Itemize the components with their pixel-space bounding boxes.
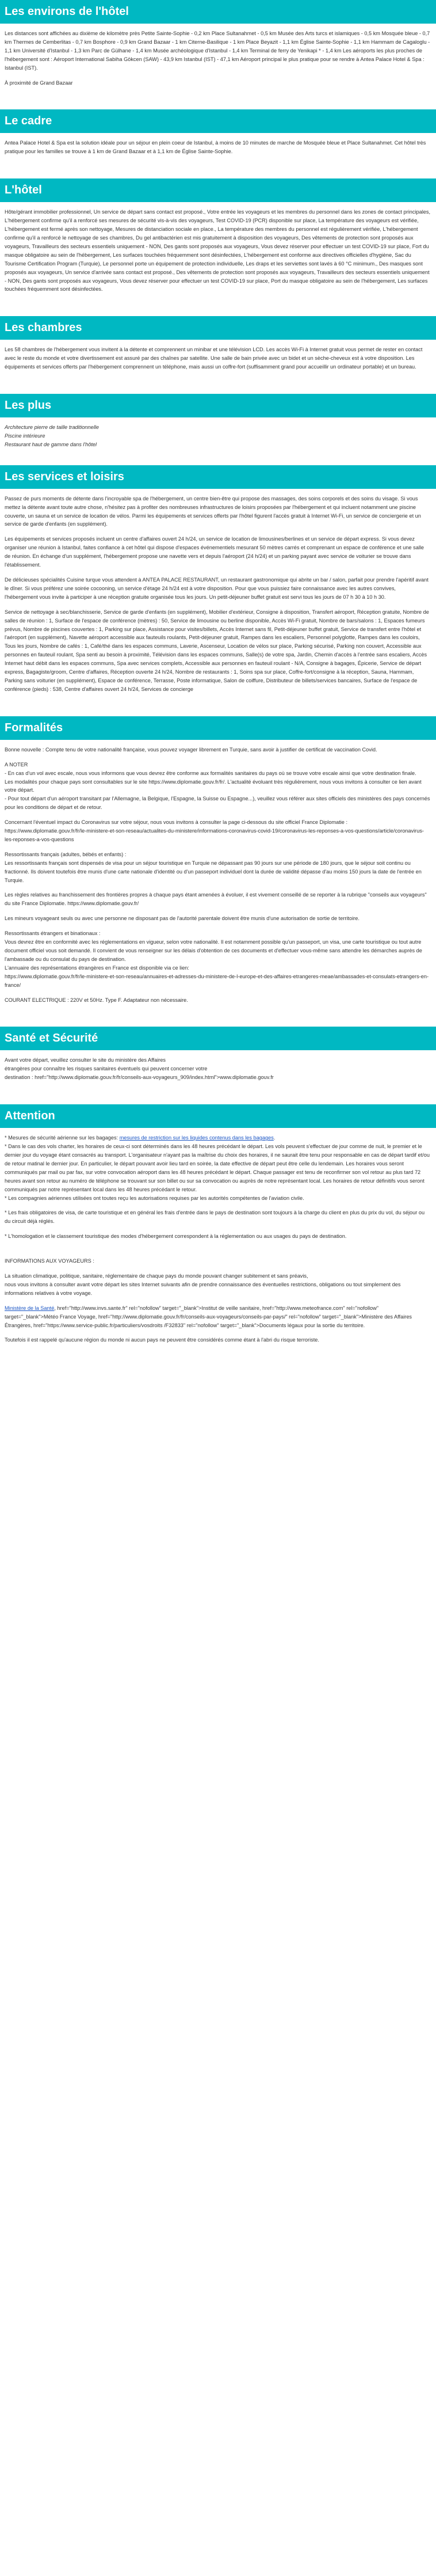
services-amenities-list: Service de nettoyage à sec/blanchisserie, Service de garde d'enfants (en supplément), Mobilier d'extérieur, Consigne à disposition, Transfert aéroport, Réception gratuite, Nombre de salles de réunion : 1, Surface de l'espace de conférence (mètres) : 50, Service de limousine ou berline disponible, Accès Wi-Fi gratuit, Nombre de bars/salons : 1, Espaces fumeurs prévus, Nombre de piscines couvertes : 1, Parking sur place, Assistance pour visites/billets, Accès Internet sans fil, Petit-déjeuner buffet gratuit, Service de transfert entre l'hôtel et l'aéroport (en supplément), Navette aéroport accessible aux fauteuils roulants, Petit-déjeuner gratuit, Rampes dans les escaliers, Personnel polyglotte, Rampes dans les couloirs, Tous les jours, Nombre de cafés : 1, Café/thé dans les espaces communs, Laverie, Ascenseur, Location de vélos sur place, Parking sécurisé, Parking non couvert, Accessible aux personnes en fauteuil roulant, Spa senti au besoin à proximité, Télévision dans les espaces communs, Salle(s) de votre spa, Jardin, Chemin d'accès à l'entrée sans escaliers, Accès Internet haut débit dans les espaces communs, Spa avec services complets, Accessible aux personnes en fauteuil roulant - N/A, Consigne à bagages, Épicerie, Service de départ express, Bagagiste/groom, Centre d'affaires, Réception ouverte 24 h/24, Nombre de restaurants : 1, Soins spa sur place, Coffre-fort/consigne à la réception, Sauna, Hammam, Parking sans voiturier (en supplément), Espace de conférence, Terrasse, Poste informatique, Salon de coiffure, Distributeur de billets/services bancaires, Surface de l'espace de conférence (pieds) : 538, Centre d'affaires ouvert 24 h/24, Services de concierge <box>5 609 429 692</box>
attention-info-text: La situation climatique, politique, sanitaire, réglementaire de chaque pays du monde pouvant changer subitement et sans préavis, nous vous invitons à consulter avant votre départ les sites Internet suivants afin de prendre connaissance des éventuelles restrictions, obligations ou tout simplement des informations relatives à votre voyage. <box>5 1273 401 1296</box>
formalites-note-line: Les modalités pour chaque pays sont consultables sur le site https://www.diplomatie.gouv.fr/fr/. L'actualité évoluant très régulièrement, nous vous invitons à consulter ce lien avant votre départ. <box>5 778 422 793</box>
formalites-coronavirus-text: Concernant l'éventuel impact du Coronavirus sur votre séjour, nous vous invitons à consulter la page ci-dessous du site officiel France Diplomatie : https://www.diplomatie.gouv.fr/fr/le-ministere-et-son-reseau/actualites-du-ministere/informations-coronavirus-covid-19/coronavirus-les-reponses-a-vos-questions/article/coronavirus-les-reponses-a-vos-questions <box>5 819 424 842</box>
services-section <box>0 465 436 694</box>
section-header-chambres: Les chambres <box>0 316 436 340</box>
attention-section <box>0 1104 436 1344</box>
attention-charter-text: . * Dans le cas des vols charter, les horaires de ceux-ci sont déterminés dans les 48 heures précédant le départ. Les vols peuvent s'effectuer de jour comme de nuit, le premier et le dernier jour du voyage étant consacrés au transport. L'organisateur n'ayant pas la maîtrise du choix des horaires, il ne saurait être tenu pour responsable en cas de départ tardif et/ou de retour matinal le dernier jour. En particulier, le départ pouvant avoir lieu tard en soirée, la date effective de départ peut être celle du lendemain. Les horaires vous seront communiqués par mail ou par fax, sur votre convocation aéroport dans les 48 heures précédant le départ. Chaque passager est tenu de reconfirmer son vol retour au plus tard 72 heures avant son retour au numéro de téléphone se trouvant sur son billet ou sur sa convocation ou auprès de notre représentant local. Les horaires de retour définitifs vous seront communiqués par notre représentant local dans les 48 heures précédant le retour. * Les compagnies aériennes utilisées ont toutes reçu les autorisations requises par les autorités compétentes de l'aviation civile. <box>5 1135 430 1201</box>
chambres-section <box>0 316 436 371</box>
formalites-intro-text: Bonne nouvelle : Compte tenu de votre nationalité française, vous pouvez voyager librement en Turquie, sans avoir à justifier de certificat de vaccination Covid. <box>5 746 377 753</box>
environs-distances-text: Les distances sont affichées au dixième de kilomètre près Petite Sainte-Sophie - 0,2 km Place Sultanahmet - 0,5 km Musée des Arts turcs et islamiques - 0,5 km Mosquée bleue - 0,7 km Thermes de Cemberlitas - 0,7 km Bosphore - 0,9 km Grand Bazaar - 1 km Citerne-Basilique - 1 km Place Beyazit - 1,1 km Église Sainte-Sophie - 1,1 km Hammam de Cagaloglu - 1,1 km Université d'Istanbul - 1,3 km Parc de Gülhane - 1,4 km Musée archéologique d'Istanbul - 1,4 km Terminal de ferry de Yenikapi * - 1,4 km Les aéroports les plus proches de l'hébergement sont : Aéroport International Sabiha Gökcen (SAW) - 43,9 km Istanbul (IST) - 47,1 km Aéroport principal le plus pratique pour se rendre à Antea Palace Hotel & Spa : Istanbul (IST). <box>5 31 430 71</box>
hotel-text: Hôte/gérant immobilier professionnel, Un service de départ sans contact est proposé., Votre entrée les voyageurs et les membres du personnel dans les zones de contact principales, L'hébergement confirme qu'il a renforcé ses mesures de sécurité vis-à-vis des voyageurs, Test COVID-19 (PCR) disponible sur place, La température des voyageurs est vérifiée, L'hébergement est fermé après son nettoyage, Mesures de distanciation sociale en place., La température des membres du personnel est régulièrement vérifiée, L'hébergement confirme qu'il a renforcé le nettoyage de ses chambres, Du gel antibactérien est mis gratuitement à disposition des voyageurs, Des vêtements de protection sont proposés aux voyageurs, Travailleurs des secteurs essentiels uniquement - NON, Des gants sont proposés aux voyageurs, Vous devez réserver pour effectuer un test COVID-19 sur place, Fort du masque obligatoire au sein de l'hébergement, Les surfaces touchées fréquemment sont désinfectées, L'hébergement est conforme aux directives officielles d'hygiène, Sac du Tourisme Certification Program (Turquie), Le personnel porte un équipement de protection individuelle, Les draps et les serviettes sont lavés à 60 °C minimum., Des masques sont proposés aux voyageurs, Un service d'arrivée sans contact est proposé., Des vêtements de protection sont proposés aux voyageurs, Travailleurs des secteurs essentiels uniquement - NON, Des gants sont proposés aux voyageurs, Vous devez réserver pour effectuer un test COVID-19 sur place, Port du masque obligatoire au sein de l'hébergement, Les surfaces touchées fréquemment sont désinfectées. <box>5 209 430 292</box>
section-header-sante: Santé et Sécurité <box>0 1027 436 1050</box>
formalites-minors-text: Les mineurs voyageant seuls ou avec une personne ne disposant pas de l'autorité parentale doivent être munis d'une autorisation de sortie de territoire. <box>5 915 359 922</box>
plus-item: Piscine intérieure <box>5 432 45 439</box>
section-header-services: Les services et loisirs <box>0 465 436 489</box>
attention-links-text: , href="http://www.invs.sante.fr" rel="nofollow" target="_blank">Institut de veille sanitaire, href="http://www.meteofrance.com" rel="nofollow" target="_blank">Météo France Voyage, href="http://www.diplomatie.gouv.fr/fr/conseils-aux-voyageurs/conseils-par-pays/" rel="nofollow" target="_blank">Ministère des Affaires Étrangères, href="https://www.service-public.fr/particuliers/vosdroits /F32833" rel="nofollow" target="_blank">Documents légaux pour la sortie du territoire. <box>5 1305 412 1328</box>
services-spa-text: Passez de purs moments de détente dans l'incroyable spa de l'hébergement, un centre bien-être qui propose des massages, des soins corporels et des soins du visage. Si vous mettez la détente avant toute autre chose, n'hésitez pas à profiter des nombreuses infrastructures de loisirs proposées par l'hébergement et qui incluent notamment une piscine couverte, un sauna et un service de location de vélos. Parmi les équipements et services offerts par l'hôtel figurent l'accès gratuit à Internet Wi-Fi, un service de conciergerie et un service de garde d'enfants (en supplément). <box>5 495 421 527</box>
environs-section <box>0 0 436 87</box>
formalites-note-line: - Pour tout départ d'un aéroport transitant par l'Allemagne, la Belgique, l'Espagne, la Suisse ou Espagne...), veuillez vous référer aux sites officiels des ministères des pays concernés pour les conditions de départ et de retour. <box>5 796 430 811</box>
formalites-section <box>0 716 436 1005</box>
formalites-note-line: A NOTER <box>5 761 28 768</box>
attention-terrorism-text: Toutefois il est rappelé qu'aucune région du monde ni aucun pays ne peuvent être considérés comme étant à l'abri du risque terroriste. <box>5 1337 319 1343</box>
section-header-environs: Les environs de l'hôtel <box>0 0 436 24</box>
formalites-foreign-nationals-text: Ressortissants étrangers et binationaux : Vous devrez être en conformité avec les réglementations en vigueur, selon votre nationalité. Il est notamment possible qu'un passeport, un visa, une carte touristique ou tout autre document officiel vous soit demandé. Il convient de vous renseigner sur les délais d'obtention de ces documents et d'effectuer vous-même sans attendre les démarches auprès de l'ambassade ou du consulat du pays de destination. L'annuaire des représentations étrangères en France est disponible via ce lien: https://www.diplomatie.gouv.fr/fr/le-ministere-et-son-reseau/annuaires-et-adresses-du-ministere-de-l-europe-et-des-affaires-etrangeres-meae/ambassades-et-consulats-etrangers-en-france/ <box>5 930 429 988</box>
chambres-text: Les 58 chambres de l'hébergement vous invitent à la détente et comprennent un minibar et une télévision LCD. Les accès Wi-Fi à Internet gratuit vous permet de rester en contact avec le reste du monde et votre divertissement est assuré par des chaînes par satellite. Une salle de bain privée avec un bidet et un sèche-cheveux est à votre disposition. Les équipements et services offerts par l'hébergement comprennent un téléphone, mais aussi un coffre-fort (suffisamment grand pour accueillir un ordinateur portable) et un bureau. <box>5 347 423 370</box>
attention-classification-text: * L'homologation et le classement touristique des modes d'hébergement correspondent à la réglementation ou aux usages du pays de destination. <box>5 1233 347 1240</box>
cadre-section <box>0 109 436 156</box>
plus-item: Restaurant haut de gamme dans l'hôtel <box>5 441 97 447</box>
section-header-hotel: L'hôtel <box>0 178 436 202</box>
formalites-electricity-text: COURANT ELECTRIQUE : 220V et 50Hz. Type F. Adaptateur non nécessaire. <box>5 997 188 1003</box>
hotel-section <box>0 178 436 294</box>
liquids-restriction-link[interactable]: mesures de restriction sur les liquides contenus dans les bagages <box>119 1135 274 1141</box>
attention-visa-fees-text: * Les frais obligatoires de visa, de carte touristique et en général les frais d'entrée dans le pays de destination sont toujours à la charge du client en plus du prix du vol, du séjour ou du circuit déjà réglés. <box>5 1210 425 1225</box>
plus-section <box>0 394 436 449</box>
formalites-french-nationals-text: Ressortissants français (adultes, bébés et enfants) : Les ressortissants français sont dispensés de visa pour un séjour touristique en Turquie ne dépassant pas 90 jours sur une période de 180 jours, que le séjour soit continu ou fractionné. Ils doivent toutefois être munis d'une carte nationale d'identité ou d'un passeport individuel dont la durée de validité dépasse d'au moins 150 jours la date de l'entrée en Turquie. <box>5 851 422 883</box>
attention-info-heading: INFORMATIONS AUX VOYAGEURS : <box>5 1258 94 1264</box>
environs-nearby-text: À proximité de Grand Bazaar <box>5 79 73 86</box>
ministere-sante-link[interactable]: Ministère de la Santé <box>5 1305 55 1311</box>
services-business-text: Les équipements et services proposés incluent un centre d'affaires ouvert 24 h/24, un service de location de limousines/berlines et un service de départ express. Si vous devez organiser une réunion à Istanbul, faites confiance à cet hôtel qui dispose d'espaces événementiels mesurant 50 mètres carrés et comprenant un espace de conférence et une salle de réunion. En échange d'un supplément, l'hébergement propose une navette vers et depuis l'aéroport (24 h/24) et un parking payant avec service de voiturier se trouve dans l'établissement. <box>5 536 424 568</box>
formalites-border-rules-text: Les règles relatives au franchissement des frontières propres à chaque pays étant amenées à évoluer, il est vivement conseillé de se reporter à la rubrique "conseils aux voyageurs" du site France Diplomatie. https://www.diplomatie.gouv.fr/ <box>5 892 427 907</box>
section-header-plus: Les plus <box>0 394 436 417</box>
plus-item: Architecture pierre de taille traditionnelle <box>5 424 99 431</box>
attention-security-prefix: * Mesures de sécurité aérienne sur les bagages: <box>5 1135 120 1141</box>
section-header-attention: Attention <box>0 1104 436 1128</box>
formalites-note-line: - En cas d'un vol avec escale, nous vous informons que vous devrez être conforme aux formalités sanitaires du pays où se trouve votre escale ainsi que votre destination finale. <box>5 770 416 776</box>
section-header-cadre: Le cadre <box>0 109 436 133</box>
cadre-text: Antea Palace Hotel & Spa est la solution idéale pour un séjour en plein coeur de Istanbul, à moins de 10 minutes de marche de Mosquée bleue et Place Sultanahmet. Cet hôtel très pratique pour les familles se trouve à 1 km de Grand Bazaar et à 1,1 km de Église Sainte-Sophie. <box>5 140 426 155</box>
sante-section <box>0 1027 436 1082</box>
section-header-formalites: Formalités <box>0 716 436 740</box>
sante-text: Avant votre départ, veuillez consulter le site du ministère des Affaires étrangères pour connaître les risques sanitaires éventuels qui peuvent concerner votre destination : href="http://www.diplomatie.gouv.fr/fr/conseils-aux-voyageurs_909/index.html">www.diplomatie.gouv.fr <box>5 1057 274 1081</box>
services-restaurant-text: De délicieuses spécialités Cuisine turque vous attendent à ANTEA PALACE RESTAURANT, un restaurant gastronomique qui abrite un bar / salon, parfait pour prendre l'apéritif avant le dîner. Si vous préférez une soirée cocooning, un service d'étage 24 h/24 est à votre disposition. Pour que vous puissiez faire connaissance avec les autres convives, l'hébergement vous invite à participer à une réception gratuite organisée tous les jours. Un petit-déjeuner buffet gratuit est servi tous les jours de 07 h 30 à 10 h 30. <box>5 577 429 600</box>
